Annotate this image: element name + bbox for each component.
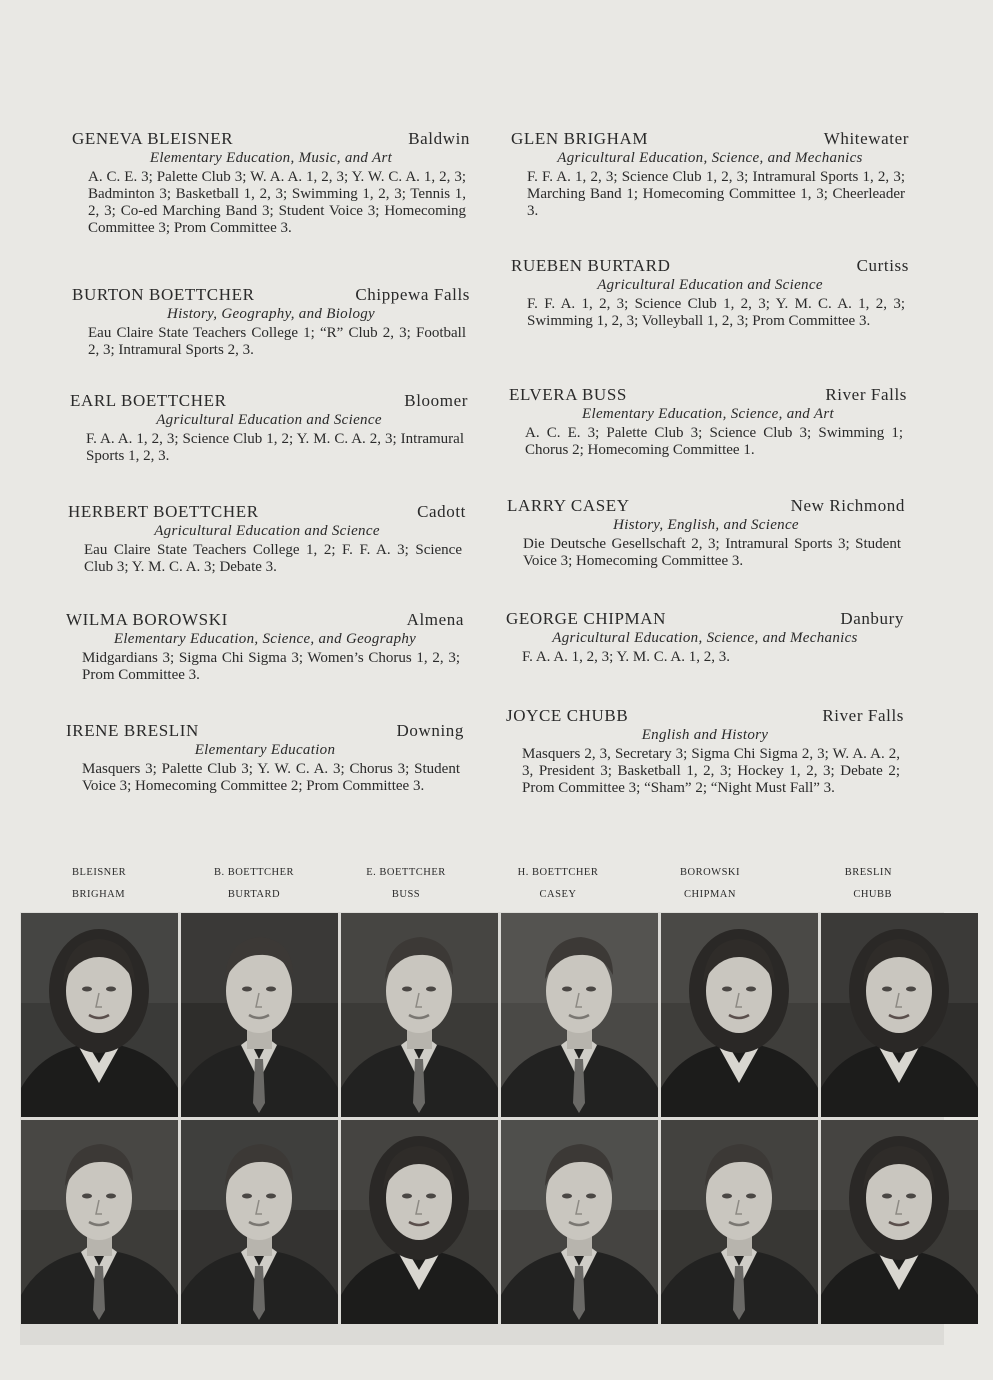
hometown: Downing: [396, 721, 464, 740]
portrait-photo: [21, 1120, 178, 1324]
activities: Masquers 3; Palette Club 3; Y. W. C. A. 3; Chorus 3; Student Voice 3; Homecoming Committee 2; Prom Committee 3.: [82, 761, 460, 794]
caption: BRIGHAM: [72, 889, 126, 900]
subjects: Agricultural Education, Science, and Mechanics: [557, 150, 863, 166]
subjects: Elementary Education, Music, and Art: [149, 150, 393, 166]
hometown: River Falls: [825, 385, 907, 404]
hometown: Cadott: [417, 502, 466, 521]
entry-chubb: [506, 706, 904, 797]
portrait-photo: [501, 1120, 658, 1324]
activities: Masquers 2, 3, Secretary 3; Sigma Chi Sigma 2, 3; W. A. A. 2, 3, President 3; Basketball 1, 2, 3; Hockey 1, 2, 3; Debate 2; Prom Committee 3; “Sham” 2; “Night Must Fall” 3.: [522, 746, 900, 796]
entry-chipman: [506, 609, 904, 666]
student-name: LARRY CASEY: [507, 496, 630, 515]
entry-brigham: [511, 129, 909, 220]
student-name: WILMA BOROWSKI: [66, 610, 228, 629]
caption: BUSS: [391, 889, 421, 900]
subjects: Elementary Education: [194, 742, 336, 758]
hometown: New Richmond: [790, 496, 905, 515]
activities: Eau Claire State Teachers College 1; “R” Club 2, 3; Football 2, 3; Intramural Sports 2, 3.: [88, 325, 466, 358]
caption: CHIPMAN: [684, 889, 736, 900]
student-name: GENEVA BLEISNER: [72, 129, 234, 148]
entry-casey: [507, 496, 905, 570]
activities: Eau Claire State Teachers College 1, 2; F. F. A. 3; Science Club 3; Y. M. C. A. 3; Debate 3.: [84, 542, 462, 575]
subjects: Elementary Education, Science, and Art: [582, 406, 834, 422]
activities: A. C. E. 3; Palette Club 3; Science Club 3; Swimming 1; Chorus 2; Homecoming Committee 1.: [525, 425, 903, 458]
student-name: JOYCE CHUBB: [506, 706, 629, 725]
caption: CASEY: [539, 889, 577, 900]
entry-borowski: [66, 610, 464, 684]
caption: BURTARD: [227, 889, 281, 900]
subjects: History, English, and Science: [613, 517, 799, 533]
caption-row-bottom: [20, 889, 942, 911]
subjects: Elementary Education, Science, and Geography: [113, 631, 417, 647]
entry-burton-boettcher: [72, 285, 470, 359]
subjects: English and History: [641, 727, 769, 743]
hometown: Bloomer: [404, 391, 468, 410]
caption: CHUBB: [853, 889, 892, 900]
subjects: Agricultural Education and Science: [597, 277, 823, 293]
activities: F. F. A. 1, 2, 3; Science Club 1, 2, 3; Intramural Sports 1, 2, 3; Marching Band 1; Homecoming Committee 1, 3; Cheerleader 3.: [527, 169, 905, 219]
subjects: Agricultural Education and Science: [156, 412, 382, 428]
portrait-grid: [20, 912, 944, 1345]
entry-buss: [509, 385, 907, 459]
activities: F. A. A. 1, 2, 3; Y. M. C. A. 1, 2, 3.: [522, 649, 731, 665]
caption: BOROWSKI: [679, 867, 740, 878]
portrait-photo: [181, 913, 338, 1117]
entry-herbert-boettcher: [68, 502, 466, 576]
student-name: RUEBEN BURTARD: [511, 256, 671, 275]
caption: BRESLIN: [844, 867, 892, 878]
activities: Midgardians 3; Sigma Chi Sigma 3; Women’s Chorus 1, 2, 3; Prom Committee 3.: [82, 650, 460, 683]
portrait-photo: [21, 913, 178, 1117]
hometown: Whitewater: [823, 129, 909, 148]
portrait-photo: [181, 1120, 338, 1324]
hometown: Curtiss: [856, 256, 909, 275]
caption: E. BOETTCHER: [366, 867, 446, 878]
activities: A. C. E. 3; Palette Club 3; W. A. A. 1, 2, 3; Y. W. C. A. 1, 2, 3; Badminton 3; Basketball 1, 2, 3; Swimming 1, 2, 3; Tennis 1, 2, 3; Co-ed Marching Band 3; Student Voice 3; Homecoming Committee 3; Prom Committee 3.: [88, 169, 466, 236]
hometown: Danbury: [840, 609, 904, 628]
hometown: Almena: [406, 610, 464, 629]
student-name: EARL BOETTCHER: [70, 391, 227, 410]
entry-bleisner: [72, 129, 470, 237]
subjects: Agricultural Education and Science: [154, 523, 380, 539]
student-name: GEORGE CHIPMAN: [506, 609, 666, 628]
activities: Die Deutsche Gesellschaft 2, 3; Intramural Sports 3; Student Voice 3; Homecoming Committee 3.: [523, 536, 901, 569]
subjects: History, Geography, and Biology: [166, 306, 376, 322]
student-name: GLEN BRIGHAM: [511, 129, 649, 148]
entry-breslin: [66, 721, 464, 795]
student-name: HERBERT BOETTCHER: [68, 502, 259, 521]
caption: H. BOETTCHER: [517, 867, 599, 878]
caption: B. BOETTCHER: [213, 867, 295, 878]
portrait-photo: [661, 913, 818, 1117]
student-name: ELVERA BUSS: [509, 385, 627, 404]
portrait-photo: [341, 913, 498, 1117]
entry-burtard: [511, 256, 909, 330]
hometown: Baldwin: [408, 129, 470, 148]
student-name: IRENE BRESLIN: [66, 721, 199, 740]
hometown: Chippewa Falls: [355, 285, 470, 304]
portrait-photo: [341, 1120, 498, 1324]
portrait-photo: [501, 913, 658, 1117]
hometown: River Falls: [822, 706, 904, 725]
subjects: Agricultural Education, Science, and Mechanics: [552, 630, 858, 646]
portrait-photo: [661, 1120, 818, 1324]
activities: F. A. A. 1, 2, 3; Science Club 1, 2; Y. M. C. A. 2, 3; Intramural Sports 1, 2, 3.: [86, 431, 464, 464]
student-name: BURTON BOETTCHER: [72, 285, 255, 304]
caption-row-top: [20, 867, 942, 889]
activities: F. F. A. 1, 2, 3; Science Club 1, 2, 3; Y. M. C. A. 1, 2, 3; Swimming 1, 2, 3; Volleyball 1, 2, 3; Prom Committee 3.: [527, 296, 905, 329]
entry-earl-boettcher: [70, 391, 468, 465]
photo-captions: [20, 867, 942, 911]
portrait-photo: [821, 913, 978, 1117]
portrait-photo: [821, 1120, 978, 1324]
caption: BLEISNER: [72, 867, 127, 878]
